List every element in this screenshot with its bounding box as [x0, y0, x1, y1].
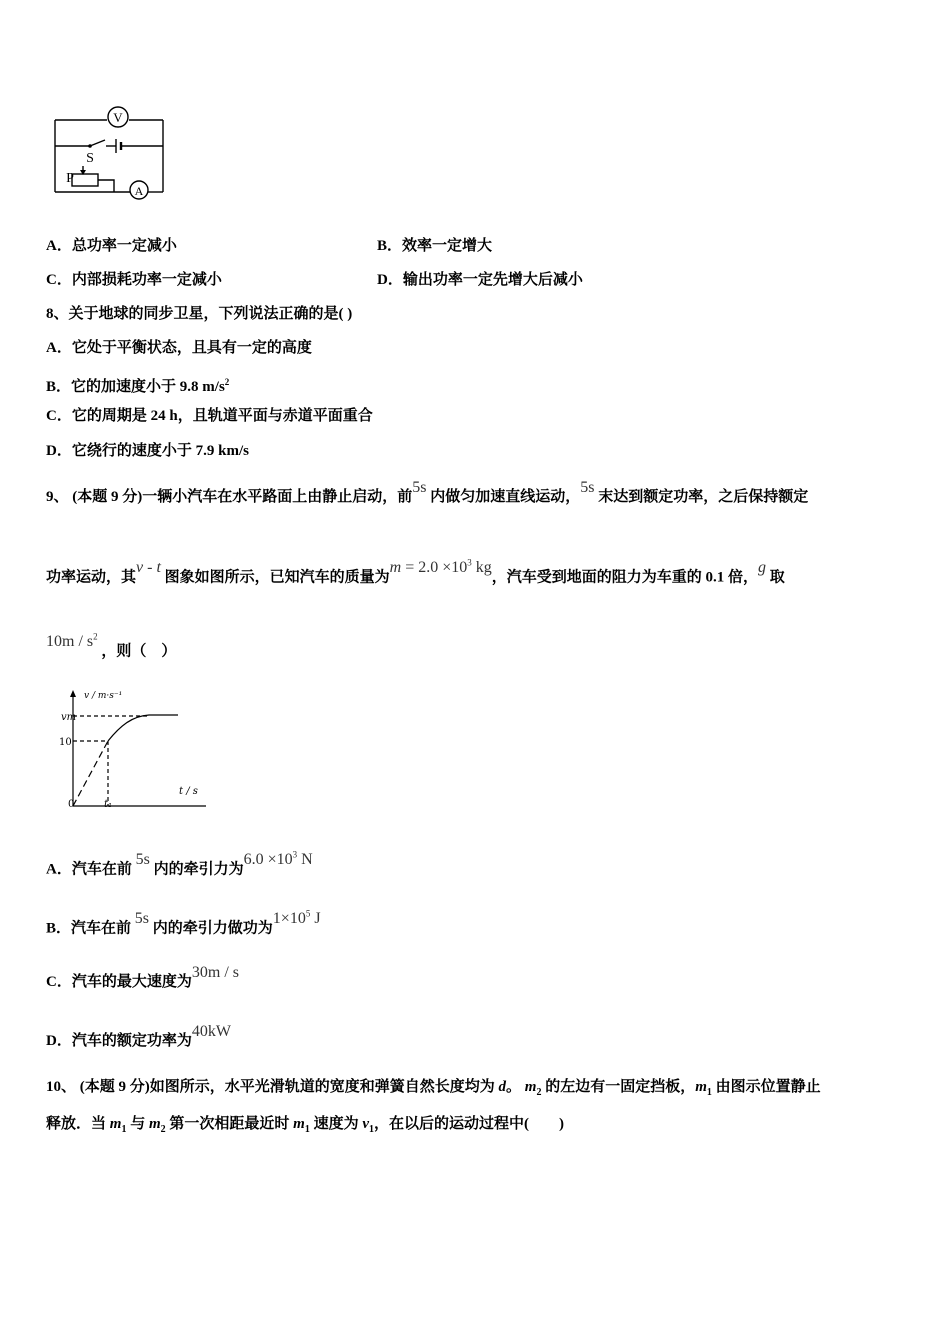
rheostat-label: P	[66, 171, 74, 186]
q9-stem-line1: 9、 (本题 9 分)一辆小汽车在水平路面上由静止启动，前5s 内做匀加速直线运动，5s 末达到额定功率，之后保持额定	[46, 479, 809, 505]
circuit-diagram	[50, 100, 170, 200]
graph-xlabel: t / s	[179, 786, 198, 797]
graph-ylabel: v / m·s⁻¹	[84, 691, 123, 701]
vt-graph	[56, 686, 216, 814]
q7-option-d: D．输出功率一定先增大后减小	[377, 272, 583, 288]
rheostat-icon	[72, 174, 98, 186]
graph-t1-label: t₁	[104, 799, 113, 810]
q7-option-c: C．内部损耗功率一定减小	[46, 272, 222, 288]
q9-option-b: B．汽车在前 5s 内的牵引力做功为$1\times 10^5$ J	[46, 909, 321, 937]
q7-option-b: B．效率一定增大	[377, 238, 493, 254]
q8-option-c: C．它的周期是 24 h，且轨道平面与赤道平面重合	[46, 408, 373, 424]
q8-stem: 8、关于地球的同步卫星，下列说法正确的是( )	[46, 306, 353, 322]
q8-option-b: B．它的加速度小于 9.8 $m/s^2$	[46, 377, 230, 395]
q9-option-c: C．汽车的最大速度为30m / s	[46, 964, 239, 990]
q10-stem-line2: 释放．当 $m_1$ 与 $m_2$ 第一次相距最近时 $m_1$ 速度为 $v_1$，在以后的运动过程中( )	[46, 1116, 564, 1135]
q9-stem-line3: $10m / s^2$ ，则（ ）	[46, 632, 177, 660]
q10-stem-line1: 10、 (本题 9 分)如图所示，水平光滑轨道的宽度和弹簧自然长度均为 d。 $m_2$ 的左边有一固定挡板，$m_1$ 由图示位置静止	[46, 1079, 821, 1098]
q8-option-d: D．它绕行的速度小于 7.9 km/s	[46, 443, 249, 459]
q9-option-a: A．汽车在前 5s 内的牵引力为$6.0 \times 10^3$ N	[46, 850, 313, 878]
graph-origin-label: 0	[68, 799, 75, 810]
power-curve	[108, 715, 178, 741]
q9-stem-line2: 功率运动，其v - t 图象如图所示，已知汽车的质量为$m = 2.0 \times 10^3$ kg，汽车受到地面的阻力为车重的 0.1 倍，g 取	[46, 558, 785, 586]
graph-v1-label: 10	[59, 737, 72, 748]
switch-label: S	[86, 151, 94, 166]
q9-option-d: D．汽车的额定功率为40kW	[46, 1023, 231, 1049]
graph-vm-label: vm	[61, 712, 77, 723]
q8-option-a: A．它处于平衡状态，且具有一定的高度	[46, 340, 312, 356]
q7-option-a: A．总功率一定减小	[46, 238, 177, 254]
voltmeter-label: V	[113, 110, 123, 125]
accel-segment	[73, 741, 108, 806]
ammeter-label: A	[134, 184, 144, 198]
